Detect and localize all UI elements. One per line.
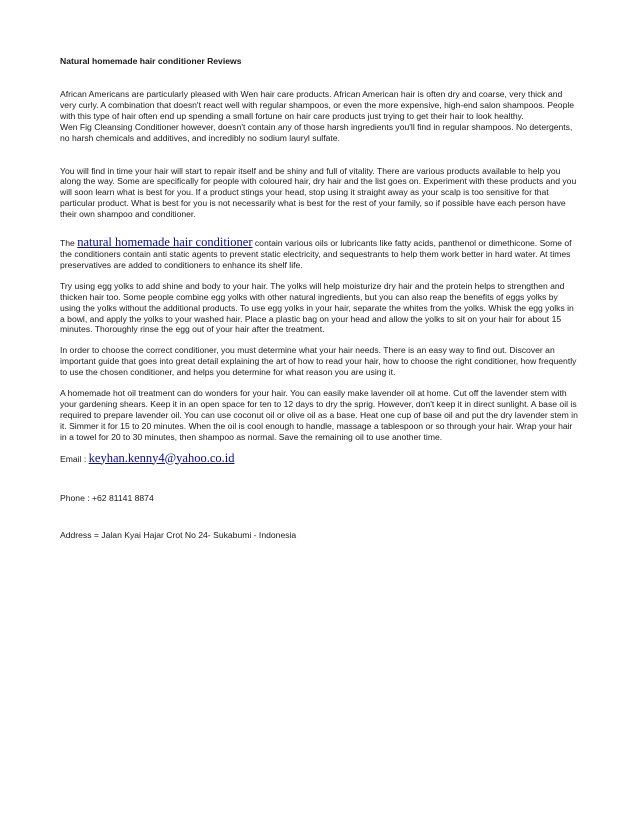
page-title: Natural homemade hair conditioner Reviews — [60, 56, 242, 66]
paragraph-prefix: The — [60, 238, 78, 249]
paragraph-suffix: contain various oils or lubricants like fatty acids, panthenol or dimethicone. Some of the conditioners contain anti static agents to prevent static electricity, and sequestrants to help them work better in hard water. At times preservatives are added to conditioners to enhance its shelf life. — [60, 238, 572, 270]
conditioner-link[interactable]: natural homemade hair conditioner — [77, 235, 253, 250]
email-line — [60, 450, 580, 465]
email-label: Email : — [60, 453, 89, 464]
paragraph-wen-fig: Wen Fig Cleansing Conditioner however, doesn't contain any of those harsh ingredients you'll find in regular shampoos. No detergents, no harsh chemicals and additives, and incredibly no sodium lauryl sulfate. — [60, 121, 573, 143]
paragraph-choose-conditioner: In order to choose the correct conditioner, you must determine what your hair needs. There is an easy way to find out. Discover an important guide that goes into great detail explaining the art of how to read your hair, how to choose the right conditioner, how frequently to use the chosen conditioner, and helps you determine for what reason you are using it. — [60, 345, 577, 378]
address-line: Address = Jalan Kyai Hajar Crot No 24- Sukabumi - Indonesia — [60, 529, 297, 540]
paragraph-intro: African Americans are particularly pleased with Wen hair care products. African American hair is often dry and coarse, very thick and very curly. A combination that doesn't react well with regular shampoos, or even the more expensive, high-end salon shampoos. People with this type of hair often end up spending a small fortune on hair care products just trying to get their hair to look healthy. — [60, 89, 575, 121]
email-link[interactable]: keyhan.kenny4@yahoo.co.id — [88, 450, 235, 465]
paragraph-egg-yolks: Try using egg yolks to add shine and body to your hair. The yolks will help moisturize dry hair and the protein helps to strengthen and thicken hair too. Some people combine egg yolks with other natural ingredients, but you can also reap the benefits of eggs yolks by using the yolks without the additional products. To use egg yolks in your hair, separate the whites from the yolks. Whisk the egg yolks in a bowl, and apply the yolks to your washed hair. Place a plastic bag on your head and allow the yolks to sit on your hair for about 15 minutes. Thoroughly rinse the egg out of your hair after the treatment. — [60, 280, 574, 335]
paragraph-repair: You will find in time your hair will start to repair itself and be shiny and full of vitality. There are various products available to help you along the way. Some are specifically for people with coloured hair, dry hair and the list goes on. Experiment with these products and you will soon learn what is best for you. If a product stings your head, stop using it straight away as your scalp is too sensitive for that particular product. What is best for you is not necessarily what is best for the rest of your family, so if possible have each person have their own shampoo and conditioner. — [60, 165, 577, 220]
paragraph-hot-oil: A homemade hot oil treatment can do wonders for your hair. You can easily make lavender oil at home. Cut off the lavender stem with your gardening shears. Keep it in an open space for ten to 12 days to dry the sprig. However, don't keep it in direct sunlight. A base oil is required to prepare lavender oil. You can use coconut oil or olive oil as a base. Heat one cup of base oil and put the dry lavender stem in it. Simmer it for 15 to 20 minutes. When the oil is cool enough to handle, massage a tablespoon or so through your hair. Wrap your hair in a towel for 20 to 30 minutes, then shampoo as normal. Save the remaining oil to use another time. — [60, 388, 578, 442]
phone-line: Phone : +62 81141 8874 — [60, 492, 154, 503]
paragraph-conditioner-ingredients — [60, 237, 580, 271]
document-content — [60, 56, 580, 541]
